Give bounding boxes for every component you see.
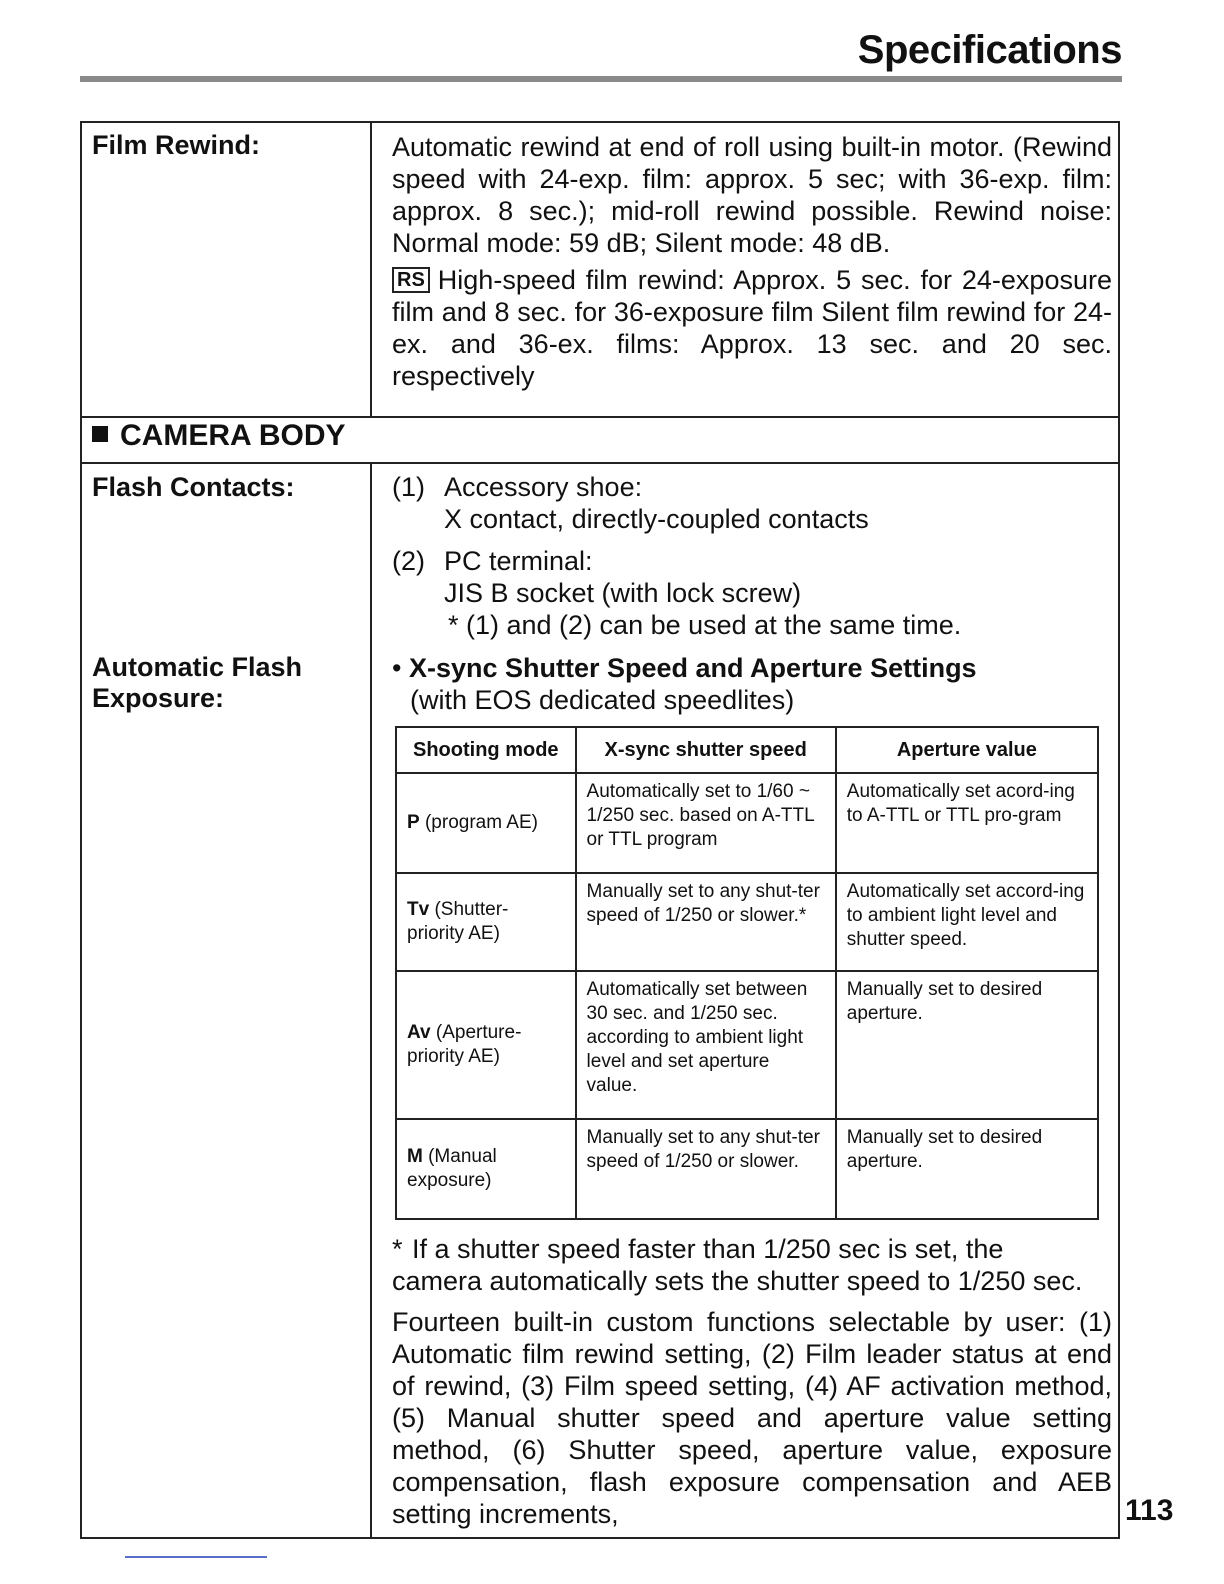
xsync-heading-text: X-sync Shutter Speed and Aperture Settings bbox=[408, 653, 977, 683]
rs-badge: RS bbox=[392, 267, 430, 293]
shutter-cell: Manually set to any shut-ter speed of 1/250 or slower. bbox=[576, 1119, 836, 1219]
table-row bbox=[396, 1119, 1098, 1219]
row-divider bbox=[82, 416, 1118, 418]
item-number: (1) bbox=[392, 472, 425, 502]
shutter-cell: Automatically set to 1/60 ~ 1/250 sec. based on A-TTL or TTL program bbox=[576, 773, 836, 873]
column-header: X-sync shutter speed bbox=[576, 727, 836, 773]
mode-description: (Aperture-priority AE) bbox=[407, 1022, 522, 1067]
aperture-cell: Automatically set accord-ing to ambient light level and shutter speed. bbox=[836, 873, 1098, 971]
shutter-cell: Automatically set between 30 sec. and 1/250 sec. according to ambient light level and set aperture value. bbox=[576, 971, 836, 1119]
footer-mark bbox=[125, 1556, 267, 1558]
footnote bbox=[392, 1233, 1092, 1297]
table-header-row bbox=[396, 727, 1098, 773]
aperture-cell: Manually set to desired aperture. bbox=[836, 1119, 1098, 1219]
item-note: * (1) and (2) can be used at the same time. bbox=[448, 610, 962, 640]
xsync-heading bbox=[392, 652, 977, 716]
auto-flash-label-line1: Automatic Flash bbox=[92, 652, 303, 682]
mode-code: P bbox=[407, 812, 420, 833]
section-heading bbox=[92, 419, 346, 453]
row-divider bbox=[82, 462, 1118, 464]
page-title: Specifications bbox=[857, 28, 1122, 72]
table-row bbox=[396, 773, 1098, 873]
shutter-cell: Manually set to any shut-ter speed of 1/250 or slower.* bbox=[576, 873, 836, 971]
film-rewind-high-speed-text: High-speed film rewind: Approx. 5 sec. for 24-exposure film and 8 sec. for 36-exposure film Silent film rewind for 24-ex. and 36-ex. films: Approx. 13 sec. and 20 sec. respectively bbox=[392, 265, 1112, 391]
table-row bbox=[396, 873, 1098, 971]
footnote-mark: * bbox=[392, 1234, 403, 1264]
aperture-cell: Manually set to desired aperture. bbox=[836, 971, 1098, 1119]
spec-table bbox=[80, 121, 1120, 1539]
square-bullet-icon bbox=[92, 426, 108, 442]
film-rewind-description: Automatic rewind at end of roll using built-in motor. (Rewind speed with 24-exp. film: approx. 5 sec; with 36-exp. film: approx. 8 sec.); mid-roll rewind possible. Rewind noise: Normal mode: 59 dB; Silent mode: 48 dB. bbox=[392, 132, 1112, 258]
xsync-table bbox=[395, 726, 1099, 1220]
item-number: (2) bbox=[392, 546, 425, 576]
title-rule bbox=[80, 76, 1122, 82]
mode-code: M bbox=[407, 1146, 423, 1167]
flash-contact-item-1 bbox=[392, 471, 869, 535]
column-header: Shooting mode bbox=[396, 727, 576, 773]
item-title: Accessory shoe: bbox=[444, 472, 643, 502]
aperture-cell: Automatically set acord-ing to A-TTL or TTL pro-gram bbox=[836, 773, 1098, 873]
mode-description: (Manual exposure) bbox=[407, 1146, 497, 1191]
mode-description: (program AE) bbox=[419, 812, 538, 833]
mode-cell bbox=[396, 773, 576, 873]
film-rewind-high-speed bbox=[392, 264, 1112, 392]
auto-flash-label bbox=[92, 652, 302, 714]
item-title: PC terminal: bbox=[444, 546, 593, 576]
bullet-icon: • bbox=[392, 653, 402, 683]
mode-cell bbox=[396, 1119, 576, 1219]
table-row bbox=[396, 971, 1098, 1119]
mode-cell bbox=[396, 971, 576, 1119]
mode-cell bbox=[396, 873, 576, 971]
footnote-text: If a shutter speed faster than 1/250 sec is set, the camera automatically sets the shutter speed to 1/250 sec. bbox=[392, 1234, 1083, 1296]
item-detail: X contact, directly-coupled contacts bbox=[444, 504, 869, 534]
auto-flash-label-line2: Exposure: bbox=[92, 683, 225, 713]
section-heading-text: CAMERA BODY bbox=[120, 419, 346, 452]
mode-code: Av bbox=[407, 1022, 431, 1043]
custom-functions-text: Fourteen built-in custom functions selectable by user: (1) Automatic film rewind setting, (2) Film leader status at end of rewind, (3) Film speed setting, (4) AF activation method, (5) Manual shutter speed and aperture value setting method, (6) Shutter speed, aperture value, exposure compensation, flash exposure compensation and AEB setting increments, bbox=[392, 1307, 1112, 1529]
column-header: Aperture value bbox=[836, 727, 1098, 773]
xsync-subheading: (with EOS dedicated speedlites) bbox=[410, 685, 795, 715]
page-number: 113 bbox=[1125, 1494, 1174, 1527]
flash-contact-item-2 bbox=[392, 545, 961, 641]
flash-contacts-label: Flash Contacts: bbox=[92, 472, 295, 502]
column-divider bbox=[370, 462, 372, 1539]
column-divider bbox=[370, 123, 372, 417]
item-detail: JIS B socket (with lock screw) bbox=[444, 578, 802, 608]
film-rewind-label: Film Rewind: bbox=[92, 130, 260, 160]
mode-code: Tv bbox=[407, 899, 430, 920]
mode-description: (Shutter-priority AE) bbox=[407, 899, 509, 944]
